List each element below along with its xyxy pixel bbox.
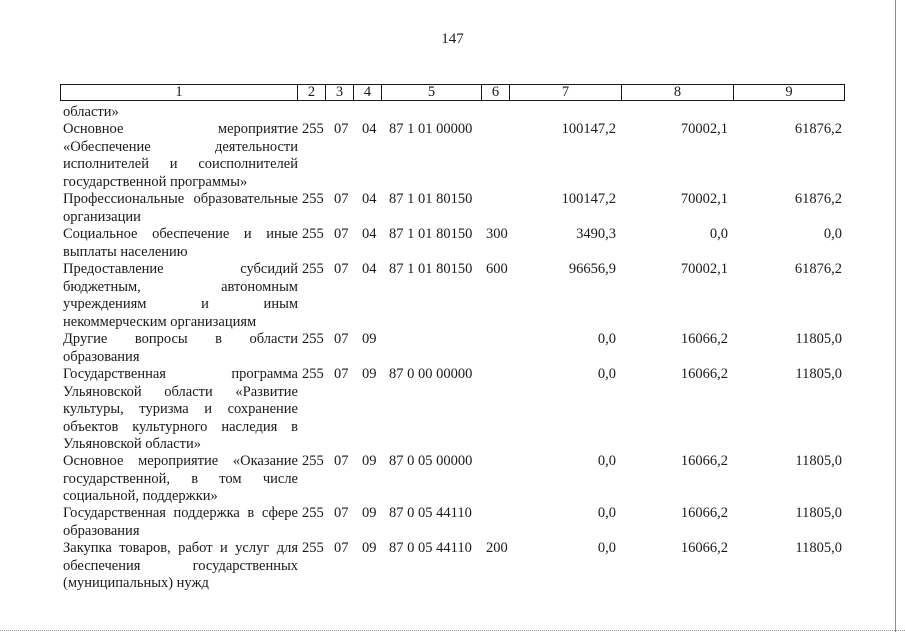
row-value-9: 11805,0 xyxy=(795,540,842,556)
header-col-2: 2 xyxy=(298,85,326,100)
row-code-5: 87 1 01 80150 xyxy=(389,191,473,207)
row-value-8: 16066,2 xyxy=(680,331,728,347)
row-code-5: 87 0 05 00000 xyxy=(389,453,473,469)
row-value-8: 16066,2 xyxy=(680,505,728,521)
row-value-9: 11805,0 xyxy=(795,453,842,469)
header-col-1: 1 xyxy=(61,85,298,100)
table-header xyxy=(60,84,845,101)
row-value-9: 61876,2 xyxy=(794,121,842,137)
row-value-9: 61876,2 xyxy=(794,191,842,207)
row-value-8: 16066,2 xyxy=(680,366,728,382)
page-number: 147 xyxy=(441,31,464,47)
row-code-6: 600 xyxy=(486,261,508,277)
row-value-7: 96656,9 xyxy=(568,261,616,277)
row-value-7: 0,0 xyxy=(597,540,616,556)
row-value-7: 0,0 xyxy=(597,331,616,347)
row-code-5: 87 1 01 80150 xyxy=(389,226,473,242)
header-col-3: 3 xyxy=(326,85,354,100)
scan-edge-bottom xyxy=(0,630,905,631)
row-name: Социальное обеспечение и иные выплаты населению xyxy=(63,226,298,260)
row-code-4: 09 xyxy=(362,540,377,556)
row-code-5: 87 0 05 44110 xyxy=(389,540,472,556)
row-code-2: 255 xyxy=(302,121,324,137)
row-value-8: 16066,2 xyxy=(680,453,728,469)
row-value-8: 70002,1 xyxy=(680,121,728,137)
row-code-3: 07 xyxy=(334,226,349,242)
header-col-6: 6 xyxy=(482,85,510,100)
header-col-7: 7 xyxy=(510,85,622,100)
row-value-9: 11805,0 xyxy=(795,366,842,382)
row-value-7: 0,0 xyxy=(597,453,616,469)
row-name: Основное мероприятие «Обеспечение деятельности исполнителей и соисполнителей государственной программы» xyxy=(63,121,298,190)
row-code-5: 87 0 05 44110 xyxy=(389,505,472,521)
scan-edge-right xyxy=(895,0,896,632)
header-col-8: 8 xyxy=(622,85,734,100)
row-value-7: 3490,3 xyxy=(576,226,616,242)
row-code-2: 255 xyxy=(302,191,324,207)
row-code-3: 07 xyxy=(334,331,349,347)
row-code-3: 07 xyxy=(334,453,349,469)
row-value-7: 0,0 xyxy=(597,366,616,382)
row-name: Профессиональные образовательные организации xyxy=(63,191,298,225)
row-name: Государственная программа Ульяновской области «Развитие культуры, туризма и сохранение объектов культурного наследия в Ульяновской области» xyxy=(63,366,298,452)
row-value-9: 0,0 xyxy=(823,226,842,242)
row-code-2: 255 xyxy=(302,453,324,469)
row-code-3: 07 xyxy=(334,540,349,556)
row-code-3: 07 xyxy=(334,505,349,521)
row-code-6: 200 xyxy=(486,540,508,556)
row-code-4: 09 xyxy=(362,453,377,469)
row-value-7: 100147,2 xyxy=(561,121,616,137)
row-code-4: 04 xyxy=(362,261,377,277)
row-value-8: 16066,2 xyxy=(680,540,728,556)
row-value-8: 0,0 xyxy=(709,226,728,242)
row-code-4: 09 xyxy=(362,505,377,521)
row-value-7: 0,0 xyxy=(597,505,616,521)
row-code-3: 07 xyxy=(334,261,349,277)
row-code-2: 255 xyxy=(302,540,324,556)
row-code-2: 255 xyxy=(302,505,324,521)
row-code-2: 255 xyxy=(302,366,324,382)
row-code-4: 09 xyxy=(362,331,377,347)
row-code-4: 04 xyxy=(362,226,377,242)
row-code-6: 300 xyxy=(486,226,508,242)
row-name: Закупка товаров, работ и услуг для обеспечения государственных (муниципальных) нужд xyxy=(63,540,298,591)
row-name: Другие вопросы в области образования xyxy=(63,331,298,365)
row-code-5: 87 1 01 80150 xyxy=(389,261,473,277)
row-value-9: 11805,0 xyxy=(795,331,842,347)
row-code-2: 255 xyxy=(302,226,324,242)
row-code-2: 255 xyxy=(302,261,324,277)
header-col-5: 5 xyxy=(382,85,482,100)
row-name: Государственная поддержка в сфере образования xyxy=(63,505,298,539)
row-name: Основное мероприятие «Оказание государственной, в том числе социальной, поддержки» xyxy=(63,453,298,504)
row-code-2: 255 xyxy=(302,331,324,347)
row-code-5: 87 1 01 00000 xyxy=(389,121,473,137)
row-code-4: 09 xyxy=(362,366,377,382)
row-code-5: 87 0 00 00000 xyxy=(389,366,473,382)
row-code-3: 07 xyxy=(334,121,349,137)
row-value-9: 61876,2 xyxy=(794,261,842,277)
header-col-9: 9 xyxy=(785,84,793,100)
row-code-4: 04 xyxy=(362,121,377,137)
row-name: области» xyxy=(63,104,119,120)
row-value-8: 70002,1 xyxy=(680,191,728,207)
row-value-7: 100147,2 xyxy=(561,191,616,207)
row-value-9: 11805,0 xyxy=(795,505,842,521)
row-code-4: 04 xyxy=(362,191,377,207)
row-value-8: 70002,1 xyxy=(680,261,728,277)
row-name: Предоставление субсидий бюджетным, автономным учреждениям и иным некоммерческим организациям xyxy=(63,261,298,330)
row-code-3: 07 xyxy=(334,191,349,207)
header-col-4: 4 xyxy=(354,85,382,100)
row-code-3: 07 xyxy=(334,366,349,382)
